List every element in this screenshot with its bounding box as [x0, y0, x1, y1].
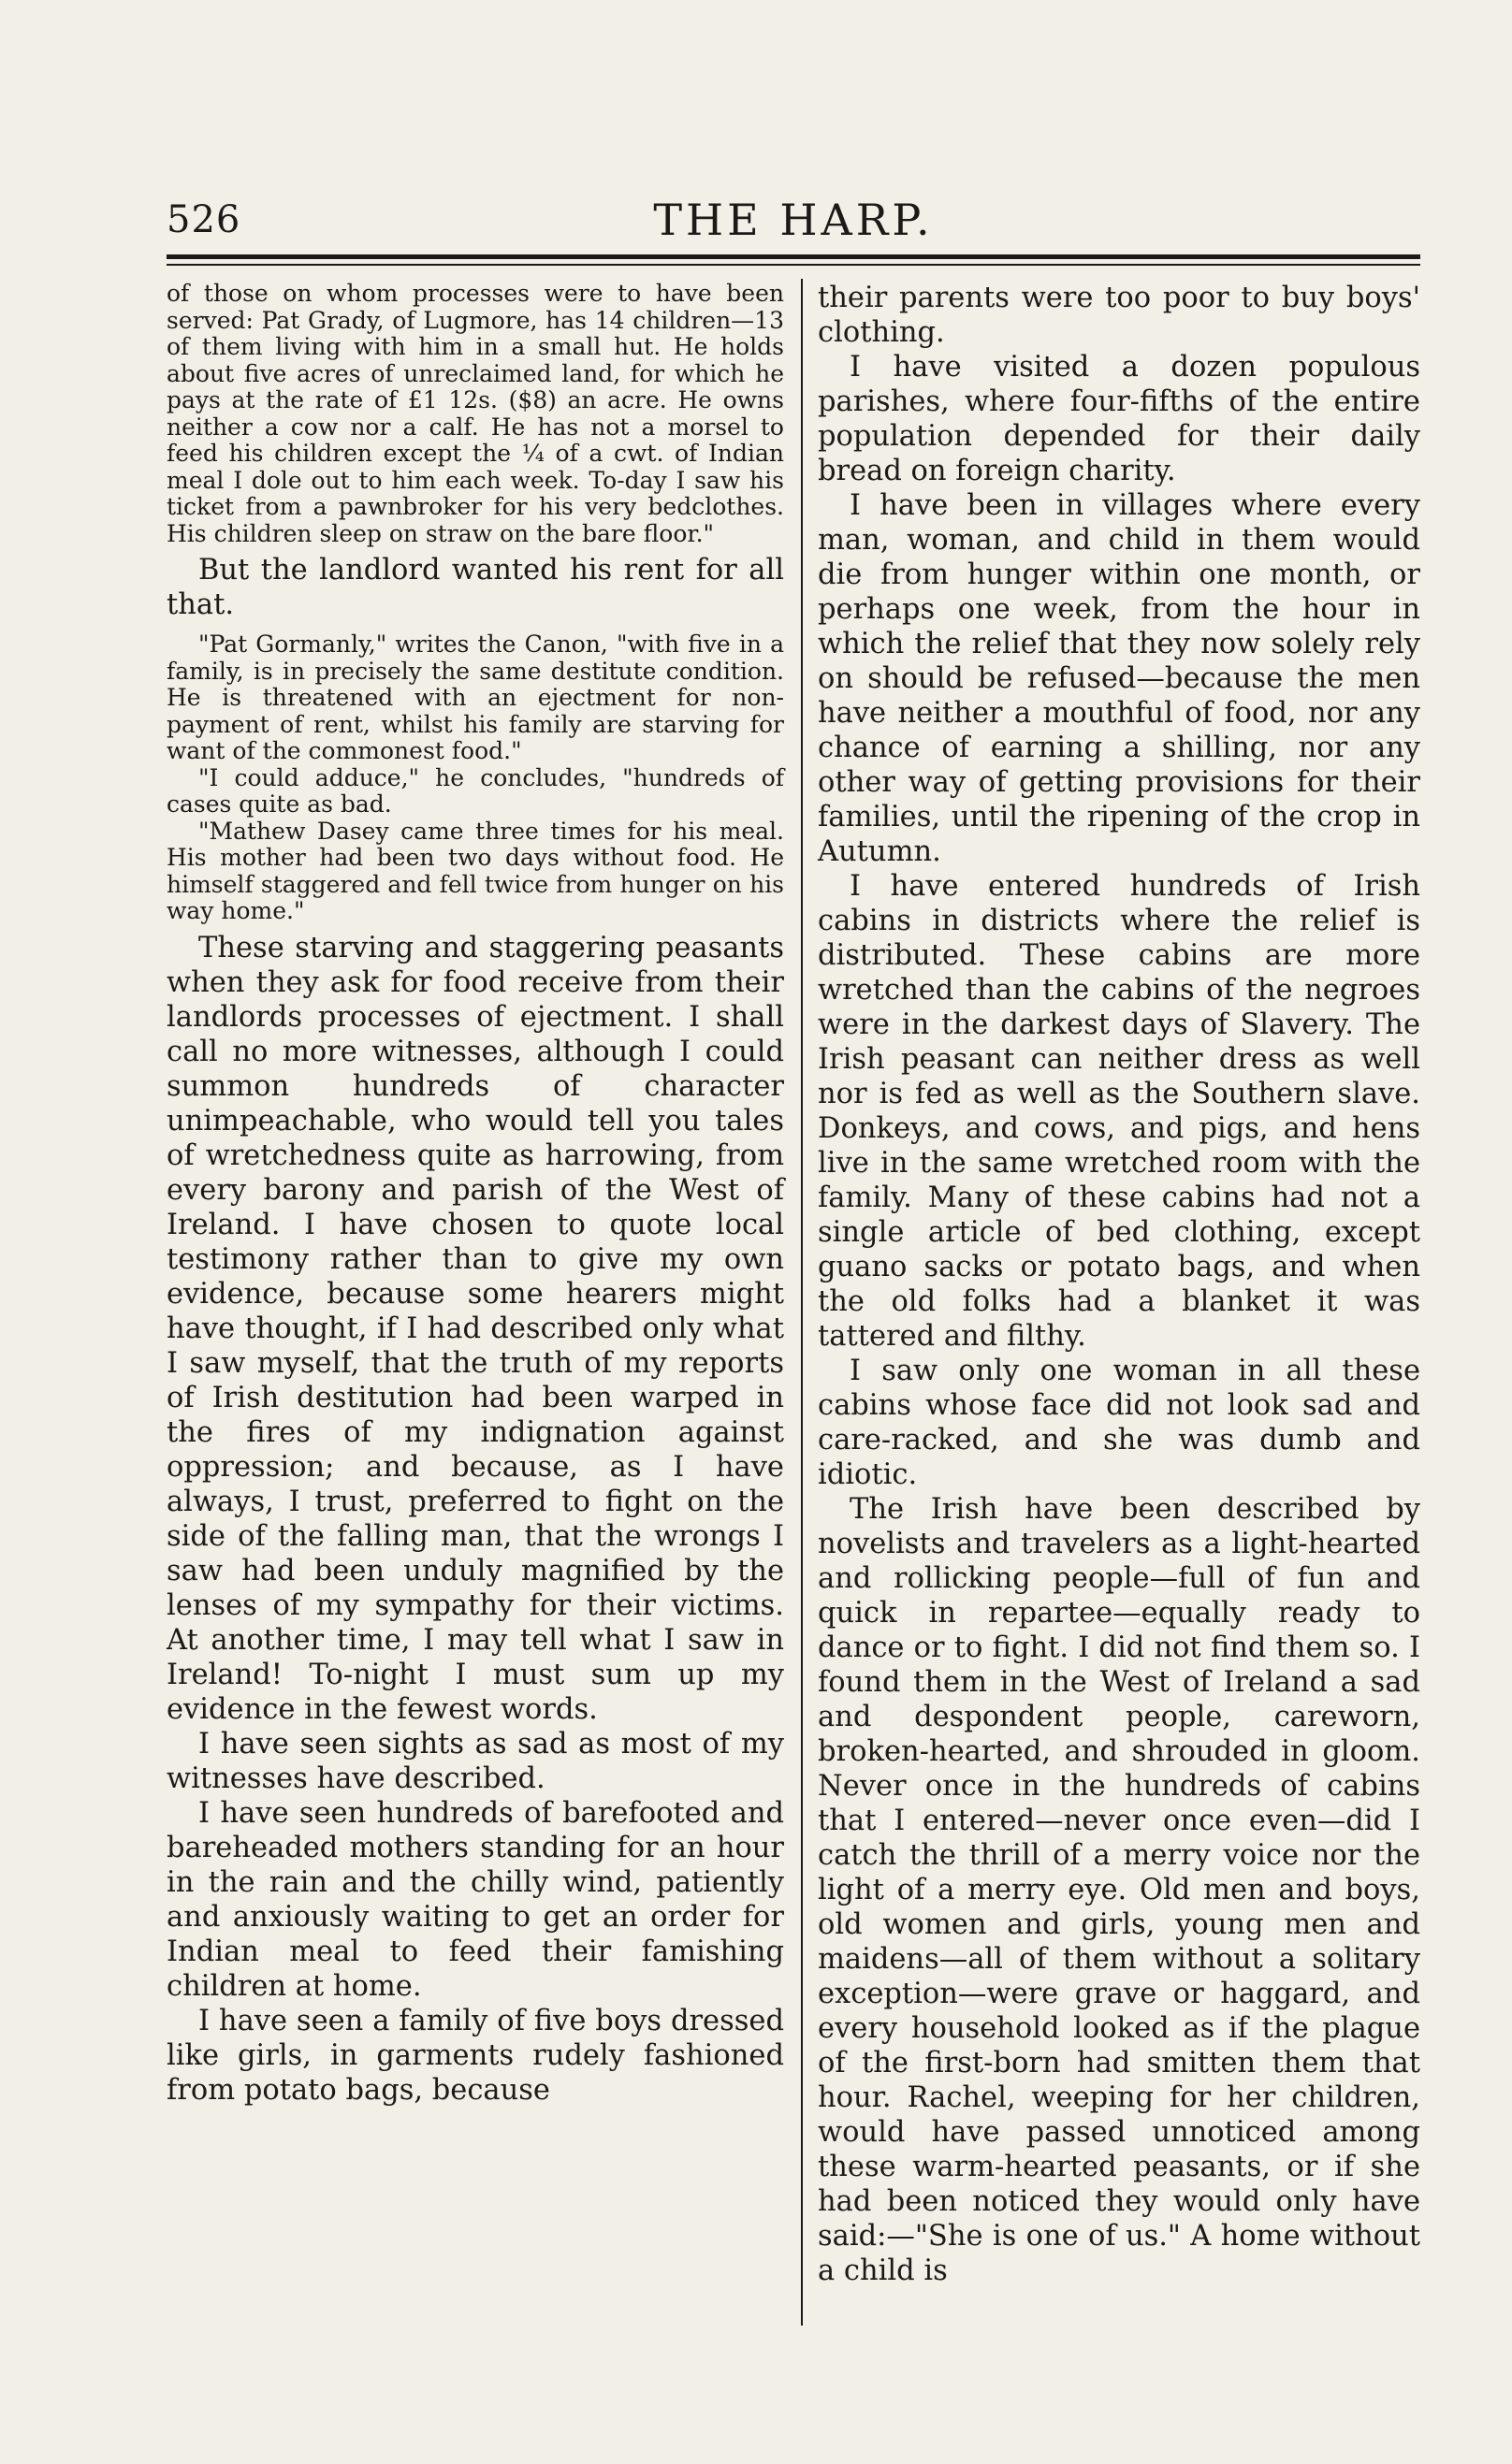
- paragraph: I have been in villages where every man, woman, and child in them would die from hunger within one month, or perhaps one week, from the hour in which the relief that they now solely rely on should be refused—because the men have neither a mouthful of food, nor any chance of earning a shilling, nor any other way of getting provisions for their families, until the ripening of the crop in Autumn.: [818, 489, 1420, 868]
- paragraph: But the landlord wanted his rent for all that.: [167, 554, 784, 621]
- paragraph: I have seen sights as sad as most of my witnesses have described.: [167, 1727, 784, 1795]
- paragraph: their parents were too poor to buy boys' clothing.: [818, 282, 1420, 349]
- paragraph: I have entered hundreds of Irish cabins in districts where the relief is distributed. These cabins are more wretched than the cabins of the negroes were in the darkest days of Slavery. The Irish peasant can neither dress as well nor is fed as well as the Southern slave. Donkeys, and cows, and pigs, and hens live in the same wretched room with the family. Many of these cabins had not a single article of bed clothing, except guano sacks or potato bags, and when the old folks had a blanket it was tattered and filthy.: [818, 870, 1420, 1353]
- page-header: [167, 195, 1420, 251]
- paragraph: I have seen hundreds of barefooted and bareheaded mothers standing for an hour in the rain and the chilly wind, patiently and anxiously waiting to get an order for Indian meal to feed their famishing children at home.: [167, 1796, 784, 2003]
- right-column: [818, 281, 1420, 2288]
- header-rule-thin: [167, 264, 1420, 266]
- paragraph: "Mathew Dasey came three times for his meal. His mother had been two days without food. He himself staggered and fell twice from hunger on his way home.": [167, 817, 784, 924]
- column-divider: [801, 279, 803, 2326]
- paragraph: These starving and staggering peasants when they ask for food receive from their landlords processes of ejectment. I shall call no more witnesses, although I could summon hundreds of character unimpeachable, who would tell you tales of wretchedness quite as harrowing, from every barony and parish of the West of Ireland. I have chosen to quote local testimony rather than to give my own evidence, because some hearers might have thought, if I had described only what I saw myself, that the truth of my reports of Irish destitution had been warped in the fires of my indignation against oppression; and because, as I have always, I trust, preferred to fight on the side of the falling man, that the wrongs I saw had been unduly magnified by the lenses of my sympathy for their victims. At another time, I may tell what I saw in Ireland! To-night I must sum up my evidence in the fewest words.: [167, 931, 784, 1726]
- paragraph: "I could adduce," he concludes, "hundreds of cases quite as bad.: [167, 763, 784, 818]
- paragraph: I saw only one woman in all these cabins whose face did not look sad and care-racked, and she was dumb and idiotic.: [818, 1355, 1420, 1491]
- paragraph: of those on whom processes were to have been served: Pat Grady, of Lugmore, has 14 children—13 of them living with him in a small hut. He holds about five acres of unreclaimed land, for which he pays at the rate of £1 12s. ($8) an acre. He owns neither a cow nor a calf. He has not a morsel to feed his children except the ¼ of a cwt. of Indian meal I dole out to him each week. To-day I saw his ticket from a pawnbroker for his very bedclothes. His children sleep on straw on the bare floor.": [167, 280, 784, 547]
- running-title: THE HARP.: [653, 195, 934, 245]
- paragraph: "Pat Gormanly," writes the Canon, "with five in a family, is in precisely the same destitute condition. He is threatened with an ejectment for non-payment of rent, whilst his family are starving for want of the commonest food.": [167, 630, 784, 764]
- paragraph: I have seen a family of five boys dressed like girls, in garments rudely fashioned from potato bags, because: [167, 2004, 784, 2107]
- header-rule-thick: [167, 254, 1420, 259]
- paragraph: The Irish have been described by novelists and travelers as a light-hearted and rollicking people—full of fun and quick in repartee—equally ready to dance or to fight. I did not find them so. I found them in the West of Ireland a sad and despondent people, careworn, broken-hearted, and shrouded in gloom. Never once in the hundreds of cabins that I entered—never once even—did I catch the thrill of a merry voice nor the light of a merry eye. Old men and boys, old women and girls, young men and maidens—all of them without a solitary exception—were grave or haggard, and every household looked as if the plague of the first-born had smitten them that hour. Rachel, weeping for her children, would have passed unnoticed among these warm-hearted peasants, or if she had been noticed they would only have said:—"She is one of us." A home without a child is: [818, 1493, 1420, 2287]
- left-column: [167, 281, 784, 2108]
- page-number: 526: [167, 198, 241, 241]
- paragraph: I have visited a dozen populous parishes, where four-fifths of the entire population depended for their daily bread on foreign charity.: [818, 351, 1420, 487]
